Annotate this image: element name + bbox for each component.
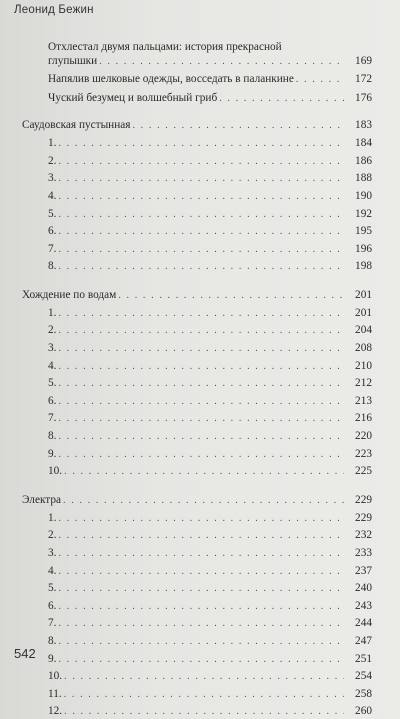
- toc-section-1-item-5-leader-dots: [58, 395, 344, 409]
- toc-section-0-item-3-title: 4.: [48, 189, 57, 202]
- toc-section-1-item-0: [48, 306, 372, 321]
- toc-entry-intro-1-leader-dots: [296, 73, 344, 87]
- toc-section-0-item-4: [48, 207, 372, 222]
- toc-section-2-item-11-leader-dots: [64, 705, 344, 719]
- toc-section-2-item-10: [48, 687, 372, 702]
- toc-section-2-item-2: [48, 546, 372, 561]
- toc-section-2-item-3: [48, 564, 372, 579]
- toc-section-1-page: 201: [355, 288, 372, 301]
- toc-section-2-item-1-leader-dots: [58, 529, 344, 543]
- toc-section-2-item-1-page: 232: [355, 529, 372, 542]
- toc-section-0-item-6-page: 196: [355, 242, 372, 255]
- toc-section-2-item-8-title: 9.: [48, 652, 57, 665]
- toc-entry-intro-2-page: 176: [355, 91, 372, 104]
- toc-section-2-item-1-title: 2.: [48, 529, 57, 542]
- toc-section-2-item-5-page: 243: [355, 599, 372, 612]
- toc-section-0: [22, 118, 372, 133]
- toc-section-1-item-8-title: 9.: [48, 447, 57, 460]
- toc-section-2-item-2-page: 233: [355, 546, 372, 559]
- toc-section-2-item-7: [48, 634, 372, 649]
- toc-entry-intro-2: [48, 91, 372, 106]
- toc-section-2: [22, 493, 372, 508]
- toc-section-2-item-5-title: 6.: [48, 599, 57, 612]
- toc-section-0-item-6-title: 7.: [48, 242, 57, 255]
- toc-section-1-item-9-title: 10.: [48, 465, 63, 478]
- toc-section-0-item-1-page: 186: [355, 154, 372, 167]
- toc-section-2-item-11-title: 12.: [48, 705, 63, 718]
- toc-section-2-item-6: [48, 616, 372, 631]
- toc-section-2-item-6-title: 7.: [48, 617, 57, 630]
- toc-section-0-item-0-leader-dots: [58, 137, 344, 151]
- toc-section-1-item-5-page: 213: [355, 394, 372, 407]
- toc-section-2-item-6-leader-dots: [58, 617, 344, 631]
- toc-section-1-item-9-page: 225: [355, 465, 372, 478]
- toc-section-0-item-2-page: 188: [355, 172, 372, 185]
- toc-section-1-leader-dots: [118, 289, 344, 303]
- toc-section-0-item-6-leader-dots: [58, 243, 344, 257]
- toc-section-1-item-4: [48, 376, 372, 391]
- toc-section-1-item-2-leader-dots: [58, 342, 344, 356]
- toc-section-2-item-8-page: 251: [355, 652, 372, 665]
- toc-section-1-item-8: [48, 447, 372, 462]
- toc-entry-intro-0: [48, 54, 372, 69]
- toc-section-0-item-3-leader-dots: [58, 190, 344, 204]
- running-header-author: Леонид Бежин: [14, 4, 94, 16]
- toc-section-2-item-2-title: 3.: [48, 546, 57, 559]
- toc-section-2-page: 229: [355, 493, 372, 506]
- toc-section-0-item-1: [48, 154, 372, 169]
- toc-section-1-title: Хождение по водам: [22, 288, 117, 301]
- toc-section-1-item-3-title: 4.: [48, 359, 57, 372]
- toc-entry-intro-0-line1: Отхлестал двумя пальцами: история прекрасной: [48, 41, 282, 53]
- toc-entry-intro-0-title: глупышки: [48, 55, 98, 67]
- toc-section-0-item-2-leader-dots: [58, 172, 344, 186]
- toc-section-1-item-0-page: 201: [355, 306, 372, 319]
- toc-section-1-item-6: [48, 411, 372, 426]
- toc-section-1-item-2-page: 208: [355, 342, 372, 354]
- toc-section-2-item-3-leader-dots: [58, 565, 344, 579]
- toc-section-1-item-7-leader-dots: [58, 430, 344, 444]
- toc-section-0-item-6: [48, 242, 372, 257]
- toc-section-0-leader-dots: [132, 119, 344, 133]
- toc-section-0-item-1-title: 2.: [48, 154, 57, 167]
- toc-section-1-item-2: [48, 341, 372, 356]
- toc-section-1-item-1-page: 204: [355, 324, 372, 337]
- toc-section-2-item-1: [48, 528, 372, 543]
- toc-section-2-item-0-leader-dots: [58, 512, 344, 526]
- toc-entry-intro-1: [48, 72, 372, 87]
- toc-section-0-item-4-leader-dots: [58, 208, 344, 222]
- page-number: 542: [14, 646, 36, 661]
- toc-entry-intro-2-leader-dots: [219, 92, 344, 106]
- toc-section-1-item-6-title: 7.: [48, 412, 57, 425]
- toc-section-2-item-9-title: 10.: [48, 670, 63, 683]
- toc-section-2-item-3-title: 4.: [48, 564, 57, 577]
- toc-section-2-item-5: [48, 599, 372, 614]
- toc-section-1-item-5-title: 6.: [48, 394, 57, 407]
- toc-entry-intro-0-leader-dots: [99, 55, 344, 69]
- toc-entry-intro-1-page: 172: [355, 73, 372, 86]
- toc-section-0-item-3-page: 190: [355, 189, 372, 202]
- toc-section-2-item-9-page: 254: [355, 670, 372, 683]
- toc-section-2-leader-dots: [63, 494, 344, 508]
- toc-section-2-item-7-leader-dots: [58, 635, 344, 649]
- toc-section-2-title: Электра: [22, 493, 62, 506]
- toc-section-1-item-8-page: 223: [355, 447, 372, 460]
- toc-section-0-item-0: [48, 136, 372, 151]
- toc-section-1-item-4-leader-dots: [58, 377, 344, 391]
- toc-section-1-item-7-title: 8.: [48, 430, 57, 442]
- toc-section-0-item-0-page: 184: [355, 137, 372, 150]
- toc-section-2-item-2-leader-dots: [58, 547, 344, 561]
- toc-section-0-page: 183: [355, 119, 372, 132]
- toc-section-2-item-0: [48, 511, 372, 526]
- toc-section-2-item-0-title: 1.: [48, 511, 57, 524]
- toc-section-2-item-4: [48, 581, 372, 596]
- toc-section-2-item-8-leader-dots: [58, 653, 344, 667]
- toc-entry-intro-0-page: 169: [355, 55, 372, 67]
- toc-section-2-item-0-page: 229: [355, 511, 372, 524]
- toc-section-1-item-7: [48, 429, 372, 444]
- toc-section-1-item-4-title: 5.: [48, 377, 57, 390]
- toc-section-2-item-4-title: 5.: [48, 582, 57, 595]
- toc-section-0-item-1-leader-dots: [58, 155, 344, 169]
- toc-section-2-item-9-leader-dots: [64, 670, 344, 684]
- toc-section-1-item-2-title: 3.: [48, 342, 57, 354]
- toc-section-1-item-6-leader-dots: [58, 412, 344, 426]
- toc-section-1-item-1-leader-dots: [58, 324, 344, 338]
- toc-section-2-item-7-title: 8.: [48, 634, 57, 647]
- toc-section-0-item-2-title: 3.: [48, 172, 57, 185]
- toc-section-2-item-10-leader-dots: [64, 688, 344, 702]
- toc-section-0-item-3: [48, 189, 372, 204]
- toc-section-2-item-4-page: 240: [355, 582, 372, 595]
- toc-section-2-item-5-leader-dots: [58, 600, 344, 614]
- toc-section-0-item-4-title: 5.: [48, 207, 57, 220]
- toc-section-1-item-4-page: 212: [355, 377, 372, 390]
- toc-section-0-item-0-title: 1.: [48, 137, 57, 150]
- toc-section-1-item-0-title: 1.: [48, 306, 57, 319]
- toc-section-2-item-6-page: 244: [355, 617, 372, 630]
- toc-section-0-item-5: [48, 224, 372, 239]
- toc-section-1-item-3-page: 210: [355, 359, 372, 372]
- toc-section-2-item-10-page: 258: [355, 687, 372, 700]
- toc-section-1-item-5: [48, 394, 372, 409]
- toc-section-0-item-7-title: 8.: [48, 260, 57, 273]
- toc-section-2-item-3-page: 237: [355, 564, 372, 577]
- toc-section-1-item-9: [48, 464, 372, 479]
- toc-section-2-item-9: [48, 669, 372, 684]
- toc-section-0-item-4-page: 192: [355, 207, 372, 220]
- toc-section-0-title: Саудовская пустынная: [22, 119, 131, 132]
- toc-section-1-item-0-leader-dots: [58, 307, 344, 321]
- toc-entry-intro-1-title: Напялив шелковые одежды, восседать в паланкине: [48, 73, 294, 86]
- toc-section-2-item-11: [48, 704, 372, 719]
- toc-section-1-item-1: [48, 323, 372, 338]
- toc-section-0-item-2: [48, 171, 372, 186]
- toc-section-1: [22, 288, 372, 303]
- toc-section-2-item-4-leader-dots: [58, 582, 344, 596]
- toc-section-2-item-7-page: 247: [355, 634, 372, 647]
- toc-section-1-item-3-leader-dots: [58, 360, 344, 374]
- toc-section-0-item-5-leader-dots: [58, 225, 344, 239]
- toc-section-1-item-1-title: 2.: [48, 324, 57, 337]
- toc-section-1-item-9-leader-dots: [64, 465, 344, 479]
- toc-section-0-item-7: [48, 259, 372, 274]
- toc-section-1-item-3: [48, 359, 372, 374]
- toc-section-0-item-5-page: 195: [355, 225, 372, 238]
- toc-section-2-item-11-page: 260: [355, 705, 372, 718]
- toc-section-2-item-8: [48, 652, 372, 667]
- toc-section-1-item-6-page: 216: [355, 412, 372, 425]
- toc-section-0-item-7-page: 198: [355, 260, 372, 273]
- toc-section-0-item-5-title: 6.: [48, 225, 57, 238]
- toc-entry-intro-2-title: Чуский безумец и волшебный гриб: [48, 91, 218, 104]
- toc-section-2-item-10-title: 11.: [48, 687, 62, 700]
- toc-section-0-item-7-leader-dots: [58, 260, 344, 274]
- toc-section-1-item-7-page: 220: [355, 430, 372, 442]
- toc-section-1-item-8-leader-dots: [58, 448, 344, 462]
